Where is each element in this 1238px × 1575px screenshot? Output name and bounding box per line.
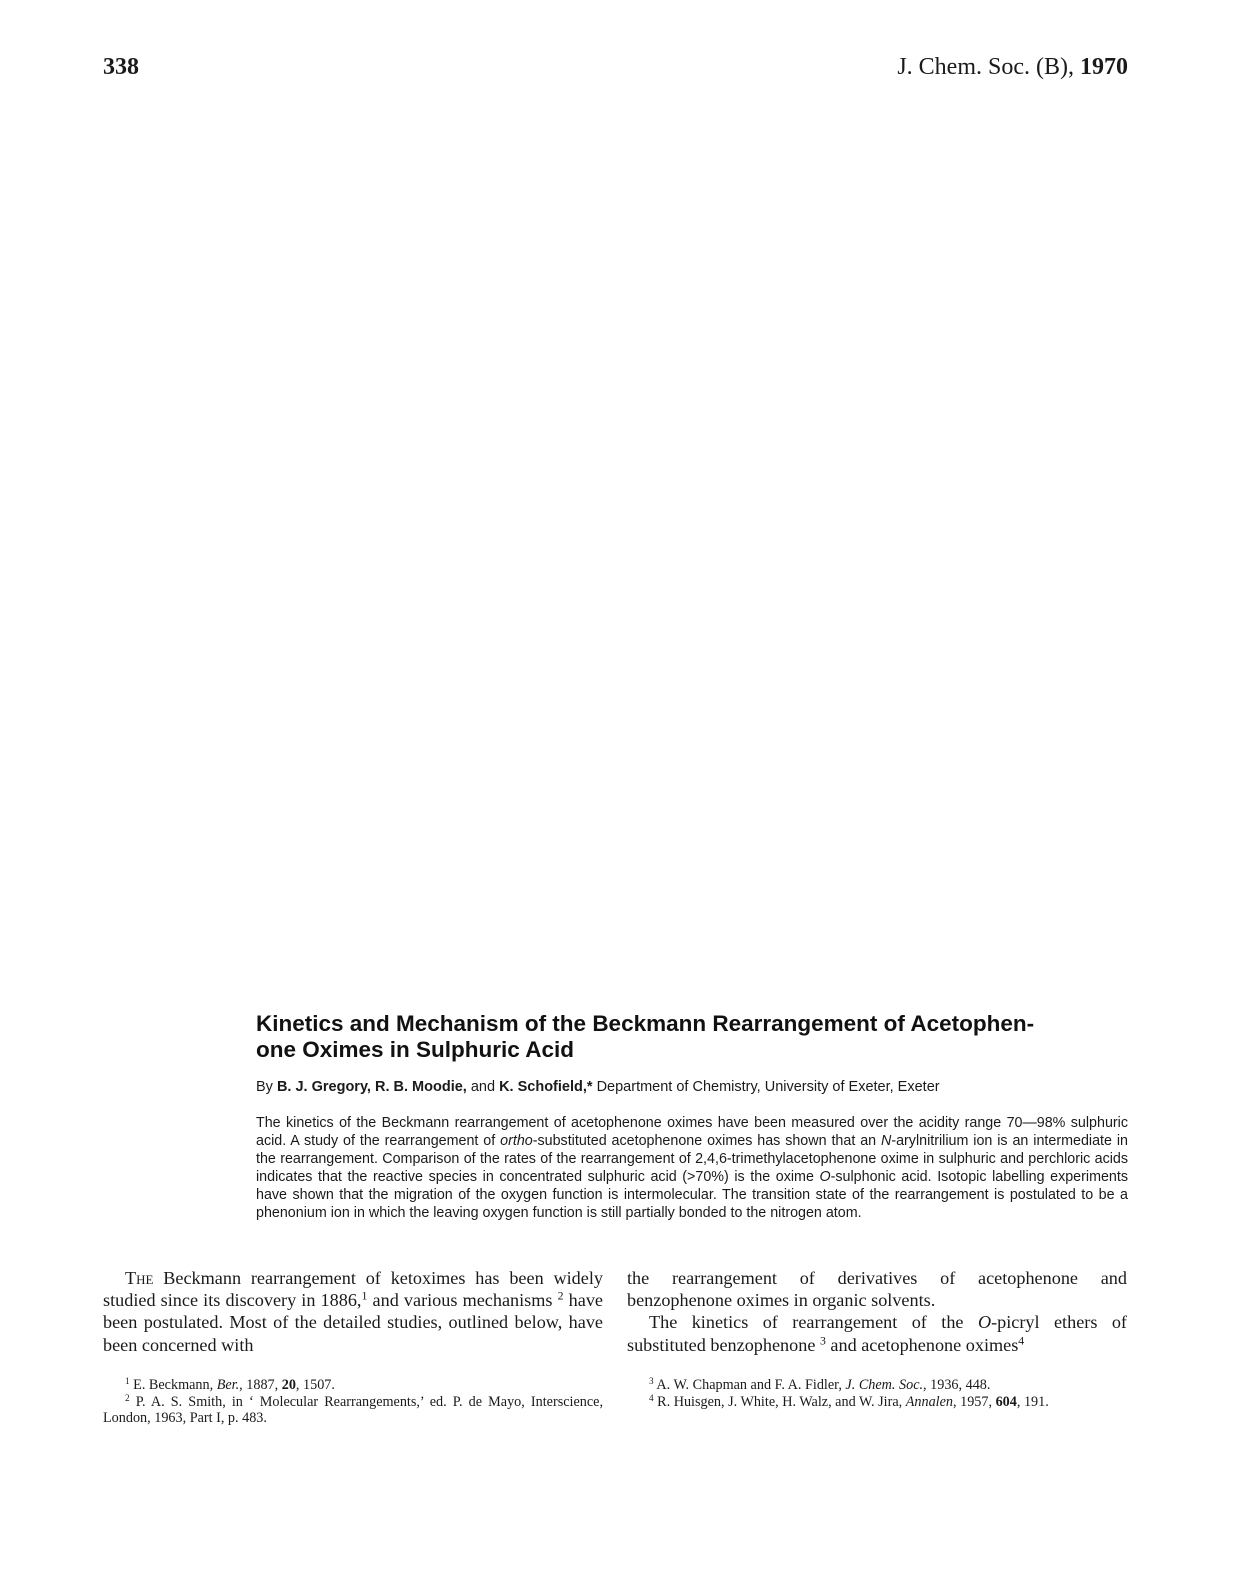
byline xyxy=(256,1077,1136,1097)
body-text: -picryl ethers of substituted benzophenone xyxy=(627,1312,1127,1355)
body-italic: O xyxy=(977,1312,992,1333)
lead-word: The xyxy=(125,1268,154,1288)
body-paragraph xyxy=(627,1311,1127,1355)
affiliation: Department of Chemistry, University of Exeter, Exeter xyxy=(592,1079,940,1095)
footnote-text: A. W. Chapman and F. A. Fidler, xyxy=(653,1377,846,1393)
abstract-part: -substituted acetophenone oximes has shown that an xyxy=(532,1132,881,1149)
byline-by: By xyxy=(256,1079,277,1095)
body-column-right xyxy=(627,1267,1127,1356)
byline-and: and xyxy=(466,1079,500,1095)
abstract xyxy=(256,1115,1128,1222)
footnote-text: , 1936, 448. xyxy=(923,1377,991,1393)
ref-1[interactable]: 1 xyxy=(361,1288,368,1303)
abstract-text xyxy=(256,1115,1128,1222)
abstract-part: -sulphonic acid. Isotopic labelling experiments have shown that the migration of the oxygen function is intermolecular. The transition state of the rearrangement is postulated to be a phenonium ion in which the leaving oxygen function is still partially bonded to the nitrogen atom. xyxy=(256,1168,1129,1221)
footnote-text: E. Beckmann, xyxy=(129,1377,217,1393)
body-text: have been postulated. Most of the detailed studies, outlined below, have been concerned with xyxy=(103,1290,603,1355)
footnote-number: 1 xyxy=(125,1375,130,1386)
footnote-text: , 1507. xyxy=(295,1377,335,1393)
footnote-4 xyxy=(627,1394,1127,1411)
footnote-text: R. Huisgen, J. White, H. Walz, and W. Jira, xyxy=(653,1393,906,1410)
body-text: The kinetics of rearrangement of the xyxy=(649,1312,978,1333)
footnote-italic: J. Chem. Soc. xyxy=(845,1377,924,1393)
footnote-italic: Annalen xyxy=(905,1393,953,1410)
body-text: Beckmann rearrangement of ketoximes has been widely studied since its discovery in 1886, xyxy=(103,1268,603,1311)
abstract-italic: ortho xyxy=(500,1132,533,1149)
footnotes-left xyxy=(103,1377,603,1427)
ref-4[interactable]: 4 xyxy=(1018,1333,1025,1348)
abstract-part: -arylnitrilium ion is an intermediate in the rearrangement. Comparison of the rates of the rearrangement of 2,4,6-trimethylacetophenone oxime in sulphuric and perchloric acids indicates that the reactive species in concentrated sulphuric acid (>70%) is the oxime xyxy=(256,1132,1128,1185)
footnote-number: 3 xyxy=(649,1375,654,1386)
journal-name: J. Chem. Soc. (B), xyxy=(897,54,1080,80)
article-title xyxy=(256,1011,1136,1063)
authors-last: K. Schofield,* xyxy=(499,1079,593,1095)
footnote-number: 4 xyxy=(649,1392,654,1403)
ref-3[interactable]: 3 xyxy=(819,1333,826,1348)
footnotes-right xyxy=(627,1377,1127,1410)
page-number: 338 xyxy=(103,54,139,80)
footnote-text: , 191. xyxy=(1016,1393,1049,1410)
body-paragraph xyxy=(103,1267,603,1356)
ref-2[interactable]: 2 xyxy=(557,1288,564,1303)
footnote-text: , 1887, xyxy=(239,1377,282,1393)
footnote-italic: Ber. xyxy=(216,1377,240,1393)
title-line-2: one Oximes in Sulphuric Acid xyxy=(256,1037,574,1062)
authors-first: B. J. Gregory, R. B. Moodie, xyxy=(276,1079,467,1095)
body-text: and acetophenone oximes xyxy=(825,1334,1019,1355)
footnote-text: , 1957, xyxy=(953,1393,996,1410)
body-paragraph: the rearrangement of derivatives of acetophenone and benzophenone oximes in organic solvents. xyxy=(627,1268,1127,1311)
footnote-1 xyxy=(103,1377,603,1394)
abstract-italic: N xyxy=(881,1132,892,1149)
journal-year: 1970 xyxy=(1080,54,1128,80)
body-column-left xyxy=(103,1267,603,1356)
abstract-part: The kinetics of the Beckmann rearrangement of acetophenone oximes have been measured over the acidity range 70—98% sulphuric acid. A study of the rearrangement of xyxy=(256,1115,1128,1149)
footnote-number: 2 xyxy=(125,1392,130,1403)
footnote-text: P. A. S. Smith, in ‘ Molecular Rearrangements,’ ed. P. de Mayo, Interscience, London, 1963, Part I, p. 483. xyxy=(103,1393,603,1427)
footnote-2 xyxy=(103,1394,603,1427)
footnote-3 xyxy=(627,1377,1127,1394)
title-line-1: Kinetics and Mechanism of the Beckmann Rearrangement of Acetophen- xyxy=(256,1011,1035,1036)
body-text: and various mechanisms xyxy=(367,1290,558,1311)
footnote-volume: 20 xyxy=(281,1377,296,1393)
abstract-italic: O xyxy=(819,1168,831,1185)
footnote-volume: 604 xyxy=(995,1393,1017,1410)
journal-reference xyxy=(897,54,1128,81)
